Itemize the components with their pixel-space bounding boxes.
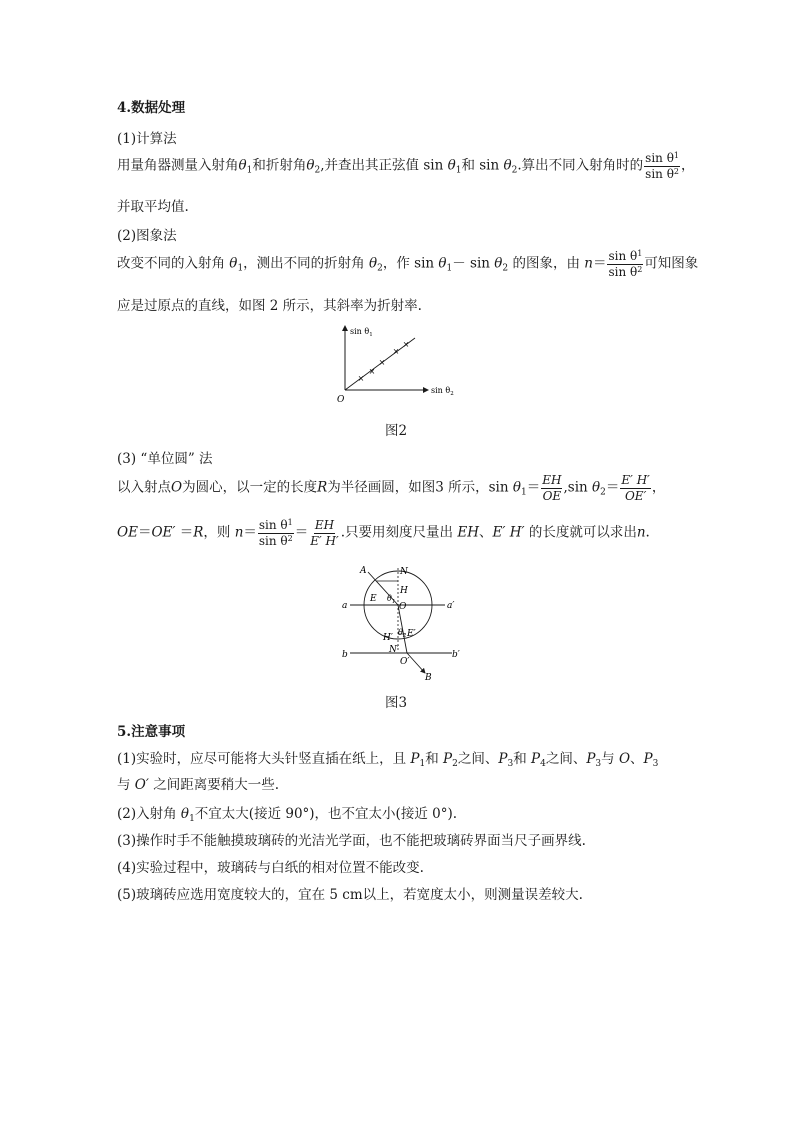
x-axis-label: $\sin \theta_2$ (431, 386, 454, 397)
data-point: × (357, 374, 365, 383)
label-theta1: $\theta_1$ (387, 594, 396, 605)
method1-title: (1)计算法 (117, 131, 177, 147)
figure3-caption: 图3 (384, 695, 408, 711)
label-A: A (360, 566, 367, 576)
notes-item1-line2: 与 O′ 之间距离要稍大一些. (117, 777, 280, 793)
data-point: × (402, 340, 410, 349)
notes-item5: (5)玻璃砖应选用宽度较大的，宜在 5 cm以上，若宽度太小，则测量误差较大. (117, 887, 583, 903)
ratio-fraction: $\frac{\sin \theta^1}{\sin \theta^2}$ (258, 518, 293, 548)
ehp-oep-fraction: $\frac{E' H'}{OE'}$ (621, 473, 650, 503)
notes-item2: (2)入射角 $\theta_1$不宜太大(接近 90°)，也不宜太小(接近 0°). (117, 806, 458, 824)
method2-line2: 应是过原点的直线，如图 2 所示，其斜率为折射率. (117, 298, 422, 314)
method1-line1: 用量角器测量入射角$\theta_1$和折射角$\theta_2$,并查出其正弦值 $\sin \theta_1$和 $\sin \theta_2$.算出不同入射角时的 $\frac{\sin \theta^1}{\sin \theta^2}$ ， (117, 151, 695, 181)
label-H-prime: H′ (383, 633, 393, 643)
ratio-fraction: $\frac{\sin \theta^1}{\sin \theta^2}$ (608, 249, 643, 279)
label-b: b (342, 650, 348, 660)
data-point: × (378, 358, 386, 367)
method2-line1: 改变不同的入射角 $\theta_1$，测出不同的折射角 $\theta_2$，作 $\sin \theta_1- \sin \theta_2$ 的图象，由 n＝ $\frac{\sin \theta^1}{\sin \theta^2}$ 可知图象 (117, 249, 699, 279)
figure2-caption: 图2 (384, 423, 408, 439)
label-O: O (399, 602, 407, 612)
y-axis-label: $\sin \theta_1$ (350, 327, 373, 338)
method3-line2: OE＝OE′ ＝R，则 n＝ $\frac{\sin \theta^1}{\sin \theta^2}$ ＝ $\frac{EH}{E' H'}$ .只要用刻度尺量出 EH、E′ H′ 的长度就可以求出n. (117, 518, 650, 548)
label-H: H (400, 586, 408, 596)
label-a-prime: a′ (447, 601, 455, 611)
origin-label: O (337, 395, 345, 405)
label-E: E (370, 594, 377, 604)
notes-item1-line1: (1)实验时，应尽可能将大头针竖直插在纸上，且 $P_1$和 $P_2$之间、$P_3$和 $P_4$之间、$P_3$与 O、$P_3$ (117, 751, 659, 769)
section4-heading: 4.数据处理 (117, 100, 186, 116)
figure3-diagram (330, 560, 470, 685)
eh-ehp-fraction: $\frac{EH}{E' H'}$ (310, 518, 339, 548)
method3-line1: 以入射点O为圆心，以一定的长度R为半径画圆，如图3 所示，$\sin \theta_1=$ $\frac{EH}{OE}$ ,sin $\theta_2=$ $\frac{E' H'}{OE'}$ ， (117, 473, 666, 503)
notes-item4: (4)实验过程中，玻璃砖与白纸的相对位置不能改变. (117, 860, 424, 876)
method1-line2: 并取平均值. (117, 199, 189, 215)
notes-item3: (3)操作时手不能触摸玻璃砖的光洁光学面，也不能把玻璃砖界面当尺子画界线. (117, 833, 586, 849)
label-a: a (342, 601, 348, 611)
label-b-prime: b′ (452, 650, 460, 660)
eh-oe-fraction: $\frac{EH}{OE}$ (542, 473, 562, 503)
label-theta2: $\theta_2$ (398, 628, 407, 639)
data-point: × (392, 347, 400, 356)
label-B: B (425, 673, 432, 683)
method3-title: (3) “单位圆” 法 (117, 451, 213, 467)
data-point: × (368, 367, 376, 376)
label-N: N (400, 567, 408, 577)
ratio-fraction: $\frac{\sin \theta^1}{\sin \theta^2}$ (645, 151, 680, 181)
label-N-prime: N′ (389, 645, 399, 655)
method2-title: (2)图象法 (117, 228, 177, 244)
emergent-ray (407, 653, 425, 673)
figure2-graph (330, 320, 470, 410)
label-O-prime: O′ (400, 657, 410, 667)
label-E-prime: E′ (407, 629, 416, 639)
section5-heading: 5.注意事项 (117, 724, 186, 740)
